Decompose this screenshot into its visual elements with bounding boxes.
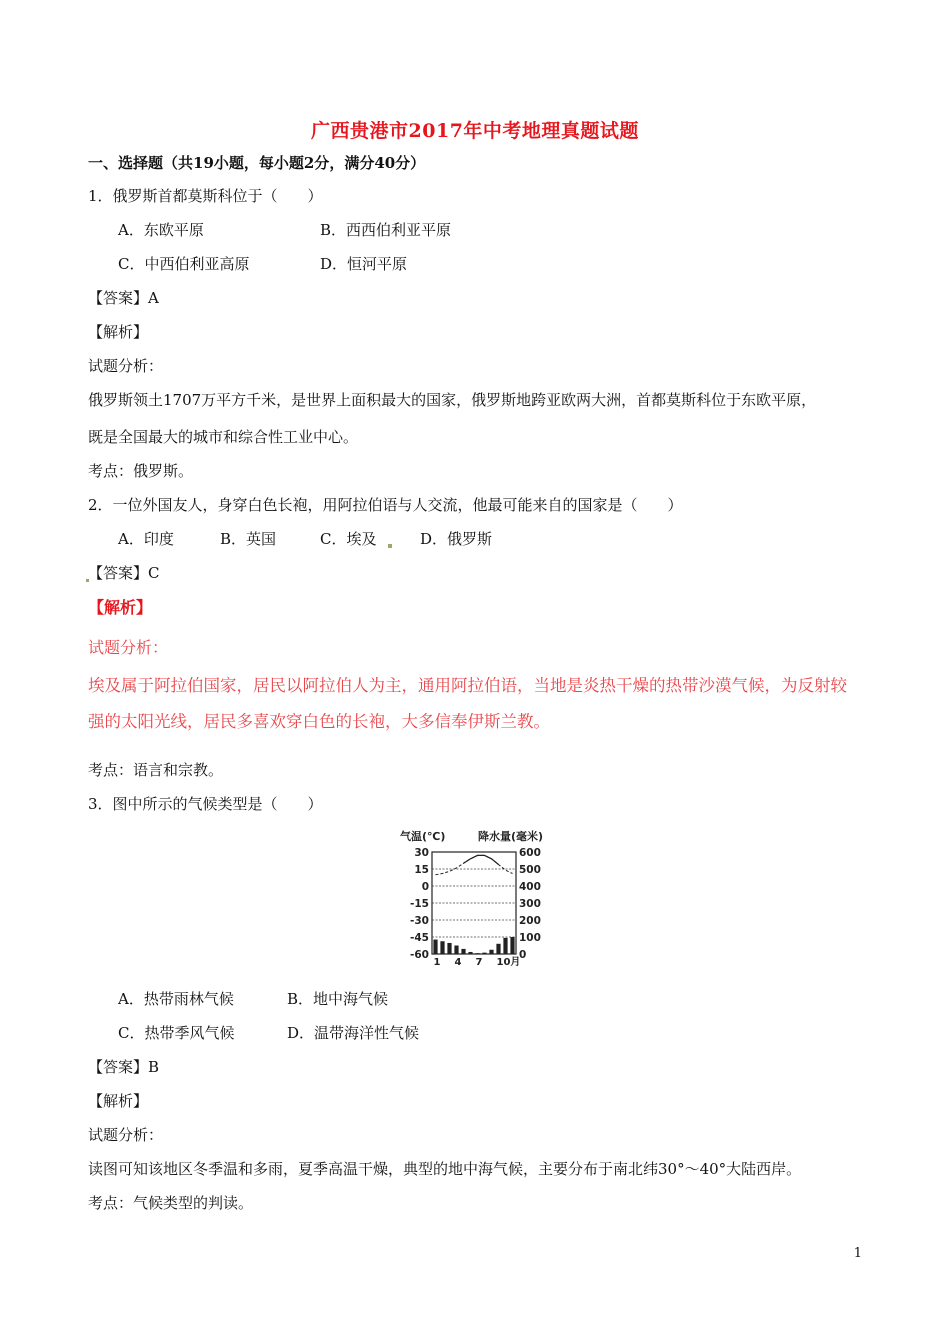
q2-option-a: A．印度 (118, 530, 174, 548)
month-tick-label: 4 (454, 957, 462, 968)
precip-bar (496, 944, 500, 954)
climate-chart (398, 828, 564, 970)
q2-option-c: C．埃及 (320, 530, 377, 548)
q3-option-c: C．热带季风气候 (118, 1024, 235, 1042)
q3-option-b: B．地中海气候 (287, 990, 389, 1008)
q1-question: 1．俄罗斯首都莫斯科位于（ ） (88, 187, 323, 205)
temp-tick-label: 15 (414, 864, 429, 876)
q2-analysis-label: 【解析】 (88, 598, 153, 617)
q2-option-d: D．俄罗斯 (420, 530, 493, 548)
speck-mark (388, 544, 392, 548)
precip-tick-label: 600 (519, 847, 541, 859)
document-title: 广西贵港市2017年中考地理真题试题 (311, 120, 639, 142)
q3-option-a: A．热带雨林气候 (118, 990, 234, 1008)
q1-answer: 【答案】A (88, 289, 159, 307)
temp-tick-label: -15 (410, 898, 429, 910)
q3-question: 3．图中所示的气候类型是（ ） (88, 795, 323, 813)
temp-tick-label: 30 (414, 847, 429, 859)
temperature-dash-line (436, 855, 513, 874)
q1-analysis-line2: 既是全国最大的城市和综合性工业中心。 (88, 428, 359, 446)
precip-tick-label: 300 (519, 898, 541, 910)
q2-option-b: B．英国 (220, 530, 277, 548)
q1-option-a: A．东欧平原 (118, 221, 204, 239)
precip-tick-label: 400 (519, 881, 541, 893)
temp-tick-label: -45 (410, 932, 429, 944)
temp-ticks (410, 847, 429, 961)
q3-analysis-line1: 读图可知该地区冬季温和多雨，夏季高温干燥，典型的地中海气候，主要分布于南北纬30°～40°大陆西岸。 (88, 1160, 802, 1178)
precip-bar (440, 941, 444, 954)
precip-bar (468, 952, 472, 954)
precip-bar (475, 953, 479, 954)
q3-kaodian: 考点：气候类型的判读。 (88, 1194, 254, 1212)
q1-analysis-line1: 俄罗斯领土1707万平方千米，是世界上面积最大的国家，俄罗斯地跨亚欧两大洲，首都莫斯科位于东欧平原， (88, 391, 817, 409)
temp-tick-label: 0 (421, 881, 429, 893)
precip-bar (503, 938, 507, 954)
precip-axis-label: 降水量(毫米) (478, 830, 544, 843)
q1-analysis-sub: 试题分析： (88, 357, 164, 375)
q2-analysis-sub: 试题分析： (88, 638, 169, 657)
q2-kaodian: 考点：语言和宗教。 (88, 761, 224, 779)
page-number: 1 (853, 1246, 862, 1261)
q2-question: 2．一位外国友人，身穿白色长袍，用阿拉伯语与人交流，他最可能来自的国家是（ ） (88, 496, 683, 514)
section-heading: 一、选择题（共19小题，每小题2分，满分40分） (88, 154, 426, 172)
q2-analysis-line2: 强的太阳光线，居民多喜欢穿白色的长袍，大多信奉伊斯兰教。 (88, 712, 550, 731)
chart-grid (432, 852, 516, 954)
precip-tick-label: 200 (519, 915, 541, 927)
q3-analysis-sub: 试题分析： (88, 1126, 164, 1144)
q1-option-b: B．西西伯利亚平原 (320, 221, 452, 239)
precip-tick-label: 0 (519, 949, 527, 961)
q1-analysis-label: 【解析】 (88, 323, 149, 341)
precip-bar (433, 940, 437, 954)
precip-bar (461, 949, 465, 954)
q3-option-d: D．温带海洋性气候 (287, 1024, 420, 1042)
month-ticks (434, 955, 521, 968)
month-tick-label: 1 (433, 957, 441, 968)
q3-analysis-label: 【解析】 (88, 1092, 149, 1110)
q1-option-d: D．恒河平原 (320, 255, 408, 273)
temp-tick-label: -60 (410, 949, 429, 961)
precip-bar (510, 937, 514, 954)
precip-ticks (519, 847, 541, 961)
precip-bar (482, 953, 486, 954)
month-tick-label: 10月 (496, 957, 521, 968)
q2-answer: 【答案】C (88, 564, 160, 582)
precip-bar (489, 950, 493, 954)
precip-tick-label: 100 (519, 932, 541, 944)
q2-analysis-line1: 埃及属于阿拉伯国家，居民以阿拉伯人为主，通用阿拉伯语，当地是炎热干燥的热带沙漠气候，为反射较 (88, 676, 847, 695)
temp-tick-label: -30 (410, 915, 429, 927)
q1-kaodian: 考点：俄罗斯。 (88, 462, 194, 480)
q1-option-c: C．中西伯利亚高原 (118, 255, 250, 273)
month-tick-label: 7 (475, 957, 483, 968)
precip-bar (447, 943, 451, 954)
temp-axis-label: 气温(℃) (400, 830, 446, 843)
q3-answer: 【答案】B (88, 1058, 160, 1076)
precip-tick-label: 500 (519, 864, 541, 876)
precip-bars (433, 937, 514, 954)
precip-bar (454, 946, 458, 955)
